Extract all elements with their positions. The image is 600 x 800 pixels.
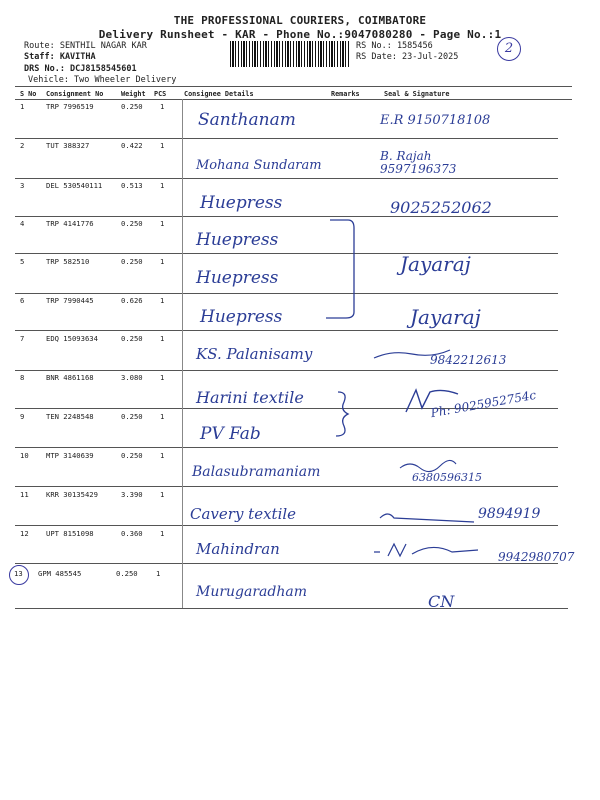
rs-number: RS No.: 1585456 <box>356 41 433 51</box>
column-header-sno: S No <box>20 90 37 98</box>
cell-pcs: 1 <box>160 451 165 460</box>
cell-weight: 0.626 <box>121 296 143 305</box>
handwritten-signature: 9025252062 <box>390 198 492 217</box>
cell-weight: 3.080 <box>121 373 143 382</box>
handwritten-signature: 9894919 <box>478 506 541 522</box>
cell-sno: 11 <box>20 490 29 499</box>
cell-sno: 13 <box>14 569 23 578</box>
cell-consignment: MTP 3140639 <box>46 451 94 460</box>
handwritten-signature: 6380596315 <box>412 471 482 484</box>
signature-scribble <box>402 386 462 416</box>
grouping-bracket <box>330 388 358 440</box>
cell-consignment: BNR 4861168 <box>46 373 94 382</box>
handwritten-consignee: Balasubramaniam <box>192 464 321 480</box>
cell-weight: 0.250 <box>121 219 143 228</box>
cell-consignment: TEN 2248548 <box>46 412 94 421</box>
handwritten-signature: CN <box>428 592 455 611</box>
cell-weight: 0.250 <box>121 412 143 421</box>
cell-sno: 9 <box>20 412 25 421</box>
cell-consignment: TRP 582510 <box>46 257 90 266</box>
handwritten-signature: Ph: 9025952754c <box>429 387 538 421</box>
cell-weight: 0.513 <box>121 181 143 190</box>
cell-weight: 0.250 <box>121 102 143 111</box>
handwritten-consignee: KS. Palanisamy <box>196 345 313 363</box>
handwritten-signature: B. Rajah 9597196373 <box>380 149 457 176</box>
column-divider <box>182 99 183 608</box>
handwritten-signature: 9942980707 <box>498 550 575 564</box>
cell-weight: 0.250 <box>121 257 143 266</box>
cell-weight: 0.250 <box>116 569 138 578</box>
row-rule <box>15 447 558 448</box>
cell-pcs: 1 <box>160 102 165 111</box>
cell-pcs: 1 <box>160 529 165 538</box>
table-bottom-rule <box>15 608 568 609</box>
barcode-image <box>230 41 350 67</box>
cell-pcs: 1 <box>160 412 165 421</box>
column-header-consignment: Consignment No <box>46 90 104 98</box>
cell-sno: 1 <box>20 102 25 111</box>
signature-scribble <box>378 508 478 528</box>
cell-consignment: EDQ 15093634 <box>46 334 98 343</box>
handwritten-consignee: Cavery textile <box>190 505 297 523</box>
cell-pcs: 1 <box>160 490 165 499</box>
handwritten-consignee: Huepress <box>196 230 279 250</box>
cell-consignment: TRP 7996519 <box>46 102 94 111</box>
cell-pcs: 1 <box>156 569 161 578</box>
handwritten-signature: 9842212613 <box>430 353 507 367</box>
cell-sno: 6 <box>20 296 25 305</box>
handwritten-page-mark: 2 <box>497 37 521 61</box>
cell-consignment: GPM 485545 <box>38 569 82 578</box>
cell-weight: 0.422 <box>121 141 143 150</box>
handwritten-consignee: PV Fab <box>200 424 261 444</box>
row-rule <box>15 486 558 487</box>
cell-sno: 7 <box>20 334 25 343</box>
handwritten-signature: Jayaraj <box>410 305 481 329</box>
column-header-seal-signature: Seal & Signature <box>384 90 450 98</box>
column-header-pcs: PCS <box>154 90 167 98</box>
handwritten-consignee: Huepress <box>200 193 283 213</box>
cell-sno: 4 <box>20 219 25 228</box>
cell-consignment: TRP 7990445 <box>46 296 94 305</box>
handwritten-consignee: Huepress <box>200 307 283 327</box>
runsheet-subtitle: Delivery Runsheet - KAR - Phone No.:9047080280 - Page No.:1 <box>98 28 502 41</box>
handwritten-signature: Jayaraj <box>400 252 471 276</box>
cell-weight: 0.250 <box>121 334 143 343</box>
table-top-rule <box>15 86 572 87</box>
handwritten-consignee: Mohana Sundaram <box>196 158 322 173</box>
company-title: THE PROFESSIONAL COURIERS, COIMBATORE <box>173 14 427 27</box>
cell-weight: 0.360 <box>121 529 143 538</box>
signature-scribble <box>372 540 482 562</box>
signature-scribble <box>398 458 458 474</box>
column-header-consignee: Consignee Details <box>184 90 254 98</box>
staff-label: Staff: KAVITHA <box>24 52 96 62</box>
cell-consignment: KRR 30135429 <box>46 490 98 499</box>
cell-consignment: DEL 530540111 <box>46 181 103 190</box>
drs-label: DRS No.: DCJ8158545601 <box>24 64 137 74</box>
handwritten-consignee: Huepress <box>196 268 279 288</box>
cell-pcs: 1 <box>160 257 165 266</box>
column-header-remarks: Remarks <box>331 90 360 98</box>
cell-consignment: TRP 4141776 <box>46 219 94 228</box>
cell-sno: 8 <box>20 373 25 382</box>
row-rule <box>15 563 558 564</box>
vehicle-label: Vehicle: Two Wheeler Delivery <box>28 75 177 85</box>
cell-pcs: 1 <box>160 373 165 382</box>
signature-scribble <box>372 344 452 364</box>
row-rule <box>15 178 558 179</box>
row-rule <box>15 293 558 294</box>
cell-pcs: 1 <box>160 334 165 343</box>
row-rule <box>15 370 558 371</box>
cell-pcs: 1 <box>160 141 165 150</box>
route-label: Route: SENTHIL NAGAR KAR <box>24 41 147 51</box>
handwritten-consignee: Harini textile <box>196 388 304 407</box>
handwritten-consignee: Santhanam <box>198 110 296 130</box>
cell-weight: 3.390 <box>121 490 143 499</box>
cell-consignment: TUT 388327 <box>46 141 90 150</box>
grouping-bracket <box>320 214 360 324</box>
handwritten-consignee: Murugaradham <box>196 584 308 600</box>
cell-pcs: 1 <box>160 181 165 190</box>
cell-sno: 2 <box>20 141 25 150</box>
cell-sno: 3 <box>20 181 25 190</box>
row-rule <box>15 253 558 254</box>
row-rule <box>15 138 558 139</box>
header-bottom-rule <box>15 99 572 100</box>
cell-sno: 12 <box>20 529 29 538</box>
cell-sno: 5 <box>20 257 25 266</box>
rs-date: RS Date: 23-Jul-2025 <box>356 52 459 62</box>
cell-pcs: 1 <box>160 296 165 305</box>
handwritten-signature: E.R 9150718108 <box>380 113 491 128</box>
cell-consignment: UPT 8151098 <box>46 529 94 538</box>
cell-weight: 0.250 <box>121 451 143 460</box>
cell-pcs: 1 <box>160 219 165 228</box>
column-header-weight: Weight <box>121 90 146 98</box>
handwritten-consignee: Mahindran <box>196 540 280 558</box>
row-rule <box>15 330 558 331</box>
cell-sno: 10 <box>20 451 29 460</box>
